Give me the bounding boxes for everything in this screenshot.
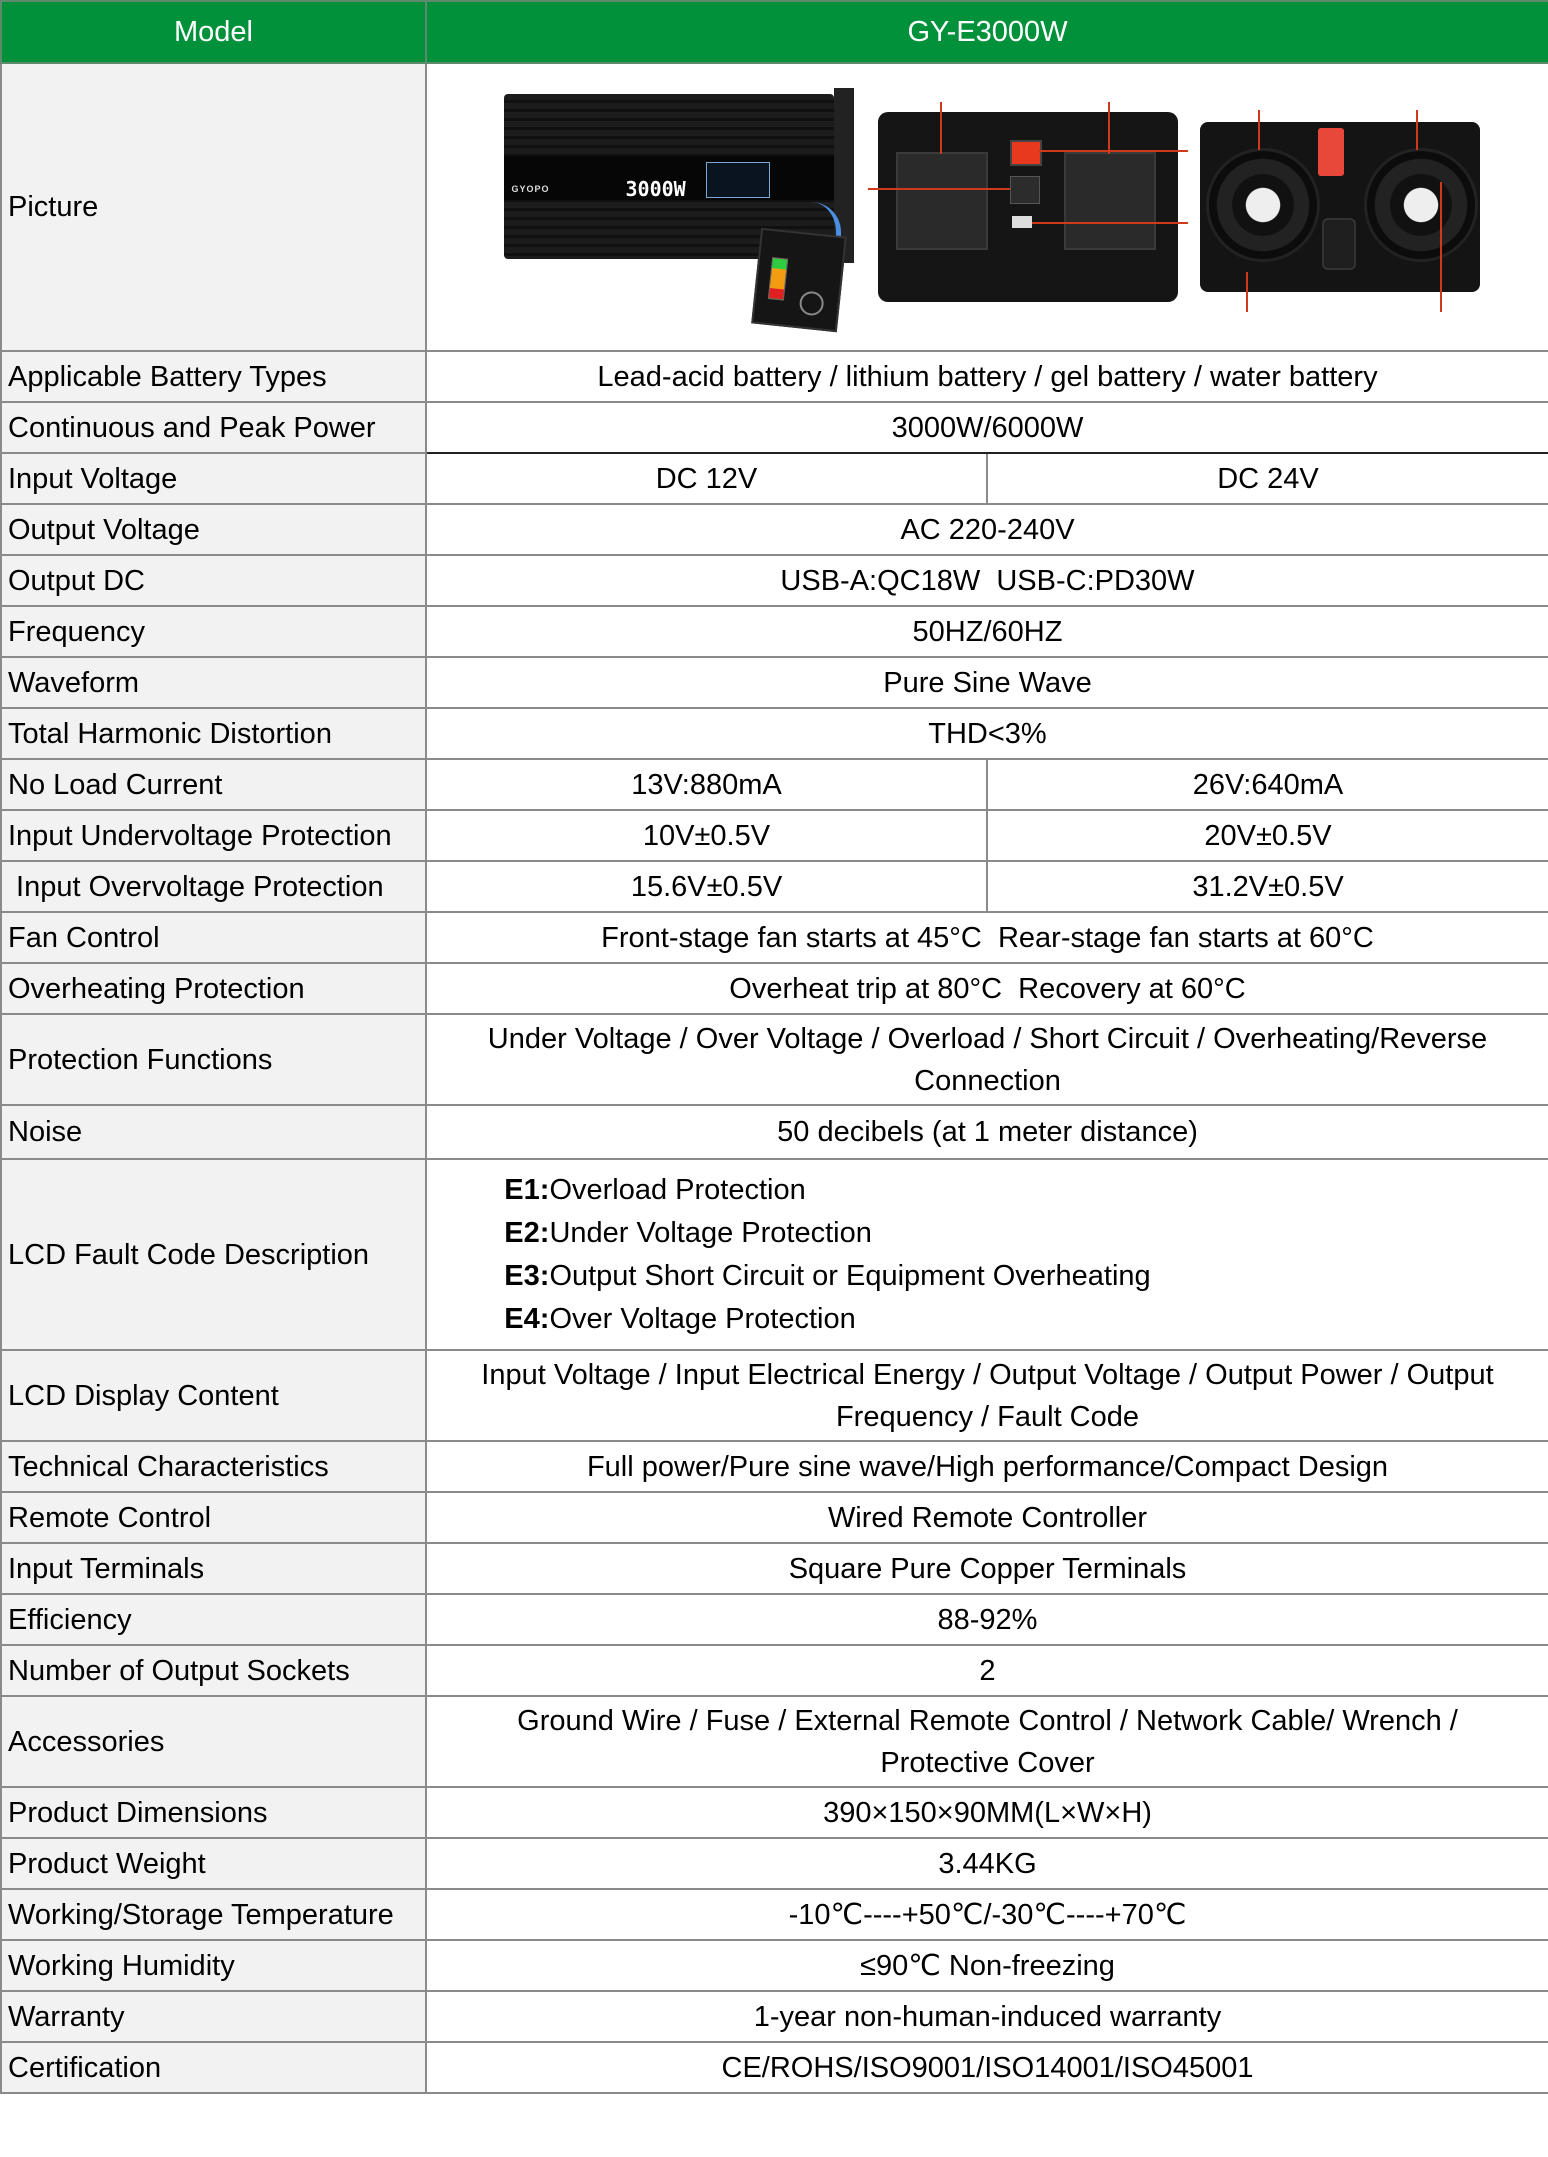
row-value: Ground Wire / Fuse / External Remote Control / Network Cable/ Wrench / Protective Cover: [426, 1696, 1548, 1787]
row-value-24v: DC 24V: [987, 453, 1548, 504]
spec-row: [1, 1645, 1548, 1696]
header-row: [1, 1, 1548, 63]
row-value-24v: 26V:640mA: [987, 759, 1548, 810]
row-label: Noise: [1, 1105, 426, 1159]
row-value: 3.44KG: [426, 1838, 1548, 1889]
row-label: No Load Current: [1, 759, 426, 810]
row-value: 3000W/6000W: [426, 402, 1548, 453]
row-label: Certification: [1, 2042, 426, 2093]
spec-row: [1, 657, 1548, 708]
spec-row: [1, 555, 1548, 606]
row-label: Continuous and Peak Power: [1, 402, 426, 453]
negative-terminal: [1322, 218, 1356, 270]
row-value: AC 220-240V: [426, 504, 1548, 555]
row-value-12v: 10V±0.5V: [426, 810, 987, 861]
spec-row: [1, 453, 1548, 504]
lcd-screen: [706, 162, 770, 198]
row-value-24v: 20V±0.5V: [987, 810, 1548, 861]
spec-row: [1, 1492, 1548, 1543]
usb-port: [1012, 216, 1032, 228]
row-label: Applicable Battery Types: [1, 351, 426, 402]
fault-code-item: E1:Overload Protection: [504, 1173, 806, 1206]
row-label: Input Voltage: [1, 453, 426, 504]
spec-row: [1, 504, 1548, 555]
spec-row: [1, 1991, 1548, 2042]
spec-row: [1, 1105, 1548, 1159]
spec-row: [1, 759, 1548, 810]
row-label: Accessories: [1, 1696, 426, 1787]
row-value: 88-92%: [426, 1594, 1548, 1645]
row-value: Overheat trip at 80°C Recovery at 60°C: [426, 963, 1548, 1014]
ac-socket: [896, 152, 988, 250]
row-label: Total Harmonic Distortion: [1, 708, 426, 759]
inverter-front-image: [496, 82, 856, 332]
row-value: Front-stage fan starts at 45°C Rear-stage fan starts at 60°C: [426, 912, 1548, 963]
model-value: GY-E3000W: [426, 1, 1548, 63]
row-label: Protection Functions: [1, 1014, 426, 1105]
power-switch: [1010, 140, 1042, 166]
spec-row: [1, 810, 1548, 861]
spec-row: [1, 1838, 1548, 1889]
row-value-12v: DC 12V: [426, 453, 987, 504]
fault-code-item: E4:Over Voltage Protection: [504, 1302, 856, 1335]
row-value: CE/ROHS/ISO9001/ISO14001/ISO45001: [426, 2042, 1548, 2093]
row-label: Overheating Protection: [1, 963, 426, 1014]
row-label: Output DC: [1, 555, 426, 606]
cooling-fan-icon: [1364, 148, 1478, 262]
ac-socket: [1064, 152, 1156, 250]
row-value: 390×150×90MM(L×W×H): [426, 1787, 1548, 1838]
row-value: 2: [426, 1645, 1548, 1696]
row-label: Fan Control: [1, 912, 426, 963]
row-value: ≤90℃ Non-freezing: [426, 1940, 1548, 1991]
row-value: Under Voltage / Over Voltage / Overload / Short Circuit / Overheating/Reverse Connection: [426, 1014, 1548, 1105]
row-label: Technical Characteristics: [1, 1441, 426, 1492]
row-value: -10℃----+50℃/-30℃----+70℃: [426, 1889, 1548, 1940]
spec-row: [1, 1889, 1548, 1940]
remote-port: [1010, 176, 1040, 204]
spec-row: [1, 2042, 1548, 2093]
row-label: Efficiency: [1, 1594, 426, 1645]
row-value: THD<3%: [426, 708, 1548, 759]
row-label: Product Dimensions: [1, 1787, 426, 1838]
power-text: 3000W: [625, 177, 686, 201]
spec-row: [1, 708, 1548, 759]
row-value: Square Pure Copper Terminals: [426, 1543, 1548, 1594]
row-value: Lead-acid battery / lithium battery / gel battery / water battery: [426, 351, 1548, 402]
spec-row: [1, 1441, 1548, 1492]
spec-row: [1, 912, 1548, 963]
row-label: Input Overvoltage Protection: [1, 861, 426, 912]
row-label: Picture: [1, 63, 426, 351]
row-label: Working/Storage Temperature: [1, 1889, 426, 1940]
row-value: Pure Sine Wave: [426, 657, 1548, 708]
row-value-12v: 15.6V±0.5V: [426, 861, 987, 912]
spec-row: [1, 963, 1548, 1014]
row-value-12v: 13V:880mA: [426, 759, 987, 810]
spec-row: [1, 351, 1548, 402]
positive-terminal: [1318, 128, 1344, 176]
row-value: USB-A:QC18W USB-C:PD30W: [426, 555, 1548, 606]
spec-row: [1, 1350, 1548, 1441]
row-value: Wired Remote Controller: [426, 1492, 1548, 1543]
inverter-rear-panel-image: [1200, 122, 1480, 292]
header-label: Model: [1, 1, 426, 63]
row-label: Number of Output Sockets: [1, 1645, 426, 1696]
brand-logo: GYOPO: [511, 184, 550, 194]
fault-code-row: [1, 1159, 1548, 1350]
row-value: 1-year non-human-induced warranty: [426, 1991, 1548, 2042]
power-button-icon: [798, 290, 824, 316]
spec-row: [1, 861, 1548, 912]
row-value: 50HZ/60HZ: [426, 606, 1548, 657]
row-value-24v: 31.2V±0.5V: [987, 861, 1548, 912]
picture-cell: [426, 63, 1548, 351]
picture-row: [1, 63, 1548, 351]
row-label: Output Voltage: [1, 504, 426, 555]
inverter-front-panel-image: [878, 112, 1178, 302]
row-label: Working Humidity: [1, 1940, 426, 1991]
row-value: Input Voltage / Input Electrical Energy / Output Voltage / Output Power / Output Frequency / Fault Code: [426, 1350, 1548, 1441]
row-label: Product Weight: [1, 1838, 426, 1889]
fault-code-list: [426, 1159, 1548, 1350]
row-label: LCD Display Content: [1, 1350, 426, 1441]
spec-row: [1, 606, 1548, 657]
cooling-fan-icon: [1206, 148, 1320, 262]
fault-code-item: E3:Output Short Circuit or Equipment Overheating: [504, 1259, 1151, 1292]
row-value: Full power/Pure sine wave/High performance/Compact Design: [426, 1441, 1548, 1492]
row-label: Input Terminals: [1, 1543, 426, 1594]
row-label: Frequency: [1, 606, 426, 657]
row-label: Waveform: [1, 657, 426, 708]
spec-row: [1, 402, 1548, 453]
row-label: Remote Control: [1, 1492, 426, 1543]
spec-row: [1, 1787, 1548, 1838]
remote-controller-image: [751, 228, 847, 332]
battery-indicator-icon: [767, 257, 787, 300]
row-label: LCD Fault Code Description: [1, 1159, 426, 1350]
fault-code-item: E2:Under Voltage Protection: [504, 1216, 872, 1249]
row-value: 50 decibels (at 1 meter distance): [426, 1105, 1548, 1159]
spec-row: [1, 1014, 1548, 1105]
spec-row: [1, 1940, 1548, 1991]
spec-row: [1, 1543, 1548, 1594]
row-label: Warranty: [1, 1991, 426, 2042]
row-label: Input Undervoltage Protection: [1, 810, 426, 861]
spec-row: [1, 1696, 1548, 1787]
spec-row: [1, 1594, 1548, 1645]
